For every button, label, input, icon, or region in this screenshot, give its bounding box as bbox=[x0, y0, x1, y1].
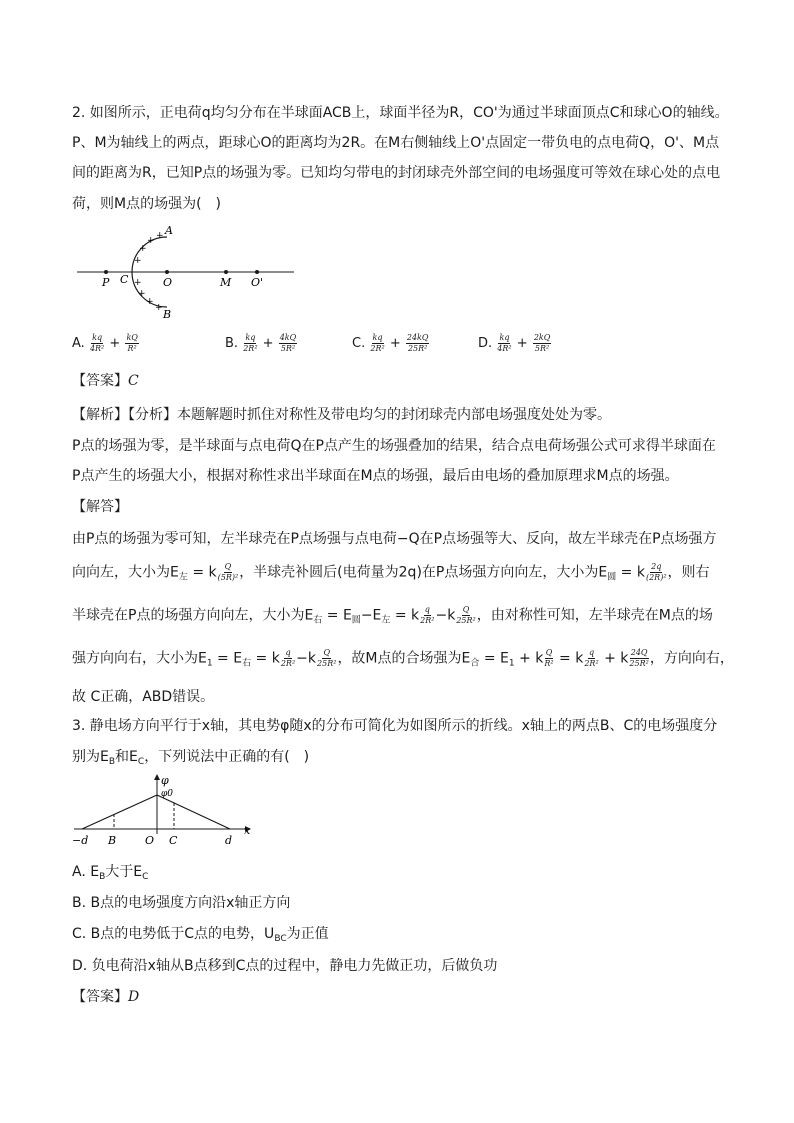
q2-solution-4: 强方向向右，大小为$E_1 = E_右 = k$ $\frac{q}{\text{2R²}}$ −k $\frac{Q}{\text{25R²}}$ ，故M点的合场强为$E_合 = E_1 + k$ $\frac{Q}{\text{R²}}$ = k $\frac{q}{\text{2R²}}$ + k $\frac{24Q}{\text{25R²}}$ ，方向向右， bbox=[72, 648, 734, 669]
plus-sign: + bbox=[134, 256, 142, 266]
q3-answer bbox=[72, 987, 139, 1007]
label-C: C bbox=[120, 273, 129, 286]
label-x: x bbox=[244, 824, 251, 837]
q2-option-D[interactable] bbox=[478, 333, 552, 354]
analysis-tag: 【解析】 bbox=[72, 407, 128, 423]
q2-option-B[interactable] bbox=[225, 333, 298, 354]
q2-option-C[interactable] bbox=[352, 333, 430, 354]
label-B: B bbox=[108, 834, 117, 847]
q3-line-1: 3. 静电场方向平行于x轴，其电势φ随x的分布可简化为如图所示的折线。x轴上的两点B、C的电场强度分 bbox=[72, 718, 718, 734]
q2-line-1: 2. 如图所示，正电荷q均匀分布在半球面ACB上，球面半径为R，CO'为通过半球面顶点C和球心O的轴线。 bbox=[72, 105, 729, 121]
q2-analysis-3: P点产生的场强大小，根据对称性求出半球面在M点的场强，最后由电场的叠加原理求M点的场强。 bbox=[72, 468, 679, 484]
point-P bbox=[104, 270, 108, 274]
point-O-prime bbox=[255, 270, 259, 274]
label-minus-d: −d bbox=[72, 834, 89, 847]
q3-option-D[interactable]: D. 负电荷沿x轴从B点移到C点的过程中，静电力先做正功，后做负功 bbox=[72, 958, 498, 974]
q2-hemisphere-figure bbox=[72, 222, 302, 322]
fraction: $\frac{kq}{\text{4R²}}$ bbox=[89, 333, 105, 353]
answer-value: C bbox=[128, 373, 139, 389]
q2-option-A[interactable] bbox=[72, 333, 140, 354]
fraction: $\frac{4kQ}{\text{5R²}}$ bbox=[279, 333, 297, 353]
option-letter: B. bbox=[225, 336, 239, 351]
q3-potential-figure bbox=[72, 772, 262, 850]
q2-line-4: 荷，则M点的场强为( ) bbox=[72, 196, 222, 212]
plus-sign: + bbox=[146, 297, 154, 307]
fraction: $\frac{kQ}{\text{R²}}$ bbox=[126, 333, 138, 353]
q2-solution-3: 半球壳在P点的场强方向向左，大小为$E_右 = E_圆-E_左 = k$ $\frac{q}{\text{2R²}}$ −k $\frac{Q}{\text{25R²}}$ ，由对称性可知，左半球壳在M点的场 bbox=[72, 605, 713, 626]
q3-option-A[interactable]: A. $E_B$大于$E_C$ bbox=[72, 864, 149, 882]
fraction: $\frac{kq}{\text{2R²}}$ bbox=[243, 333, 258, 353]
label-P: P bbox=[102, 276, 110, 289]
label-A: A bbox=[165, 224, 173, 237]
label-O: O bbox=[145, 834, 155, 847]
answer-value: D bbox=[128, 989, 140, 1005]
label-C: C bbox=[169, 834, 178, 847]
q2-analysis-2: P点的场强为零，是半球面与点电荷Q在P点产生的场强叠加的结果，结合点电荷场强公式可求得半球面在 bbox=[72, 438, 716, 454]
plus-operator: + bbox=[389, 336, 401, 351]
option-letter: C. bbox=[352, 336, 366, 351]
q3-option-B[interactable]: B. B点的电场强度方向沿x轴正方向 bbox=[72, 895, 291, 911]
q2-solve-tag: 【解答】 bbox=[72, 499, 128, 515]
q2-solution-5: 故 C正确，ABD错误。 bbox=[72, 689, 215, 705]
plus-sign: + bbox=[156, 231, 164, 241]
label-d: d bbox=[225, 834, 233, 847]
plus-sign: + bbox=[138, 289, 146, 299]
answer-tag: 【答案】 bbox=[72, 373, 128, 389]
q2-line-2: P、M为轴线上的两点，距球心O的距离均为2R。在M右侧轴线上O'点固定一带负电的点电荷Q，O'、M点 bbox=[72, 135, 720, 151]
plus-sign: + bbox=[134, 278, 142, 288]
label-phi0: φ0 bbox=[161, 789, 174, 799]
q2-solution-2: 向向左，大小为$E_左 = k$ $\frac{Q}{\text{(5R)²}}$ ，半球壳补圆后(电荷量为2q)在P点场强方向向左，大小为$E_圆 = k$ $\frac{2q}{\text{(2R)²}}$ ，则右 bbox=[72, 562, 710, 583]
analysis-text: 本题解题时抓住对称性及带电均匀的封闭球壳内部电场强度处处为零。 bbox=[177, 407, 611, 423]
fraction: $\frac{2kQ}{\text{5R²}}$ bbox=[533, 333, 551, 353]
plus-sign: + bbox=[147, 236, 155, 246]
fraction: $\frac{kq}{\text{2R²}}$ bbox=[370, 333, 385, 353]
point-O bbox=[165, 270, 169, 274]
plus-sign: + bbox=[139, 244, 147, 254]
q2-solution-1: 由P点的场强为零可知，左半球壳在P点场强与点电荷−Q在P点场强等大、反向，故左半球壳在P点场强方 bbox=[72, 531, 717, 547]
plus-operator: + bbox=[262, 336, 274, 351]
option-letter: A. bbox=[72, 336, 85, 351]
plus-operator: + bbox=[516, 336, 528, 351]
q2-line-3: 间的距离为R，已知P点的场强为零。已知均匀带电的封闭球壳外部空间的电场强度可等效在球心处的点电 bbox=[72, 165, 721, 181]
q3-line-2: 别为$E_B$和$E_C$，下列说法中正确的有( ) bbox=[72, 749, 310, 767]
plus-operator: + bbox=[109, 336, 121, 351]
label-O: O bbox=[163, 276, 173, 289]
option-letter: D. bbox=[478, 336, 493, 351]
label-phi: φ bbox=[161, 774, 169, 787]
label-B: B bbox=[163, 308, 172, 321]
label-O-prime: O' bbox=[251, 276, 264, 289]
analysis-subtag: 【分析】 bbox=[128, 407, 177, 423]
q3-option-C[interactable]: C. B点的电势低于C点的电势，$U_{BC}$为正值 bbox=[72, 926, 329, 944]
point-M bbox=[224, 270, 228, 274]
label-M: M bbox=[220, 276, 232, 289]
fraction: $\frac{24kQ}{\text{25R²}}$ bbox=[406, 333, 429, 353]
answer-tag: 【答案】 bbox=[72, 989, 128, 1005]
fraction: $\frac{kq}{\text{4R²}}$ bbox=[497, 333, 512, 353]
plus-sign: + bbox=[155, 303, 163, 313]
q2-analysis-1 bbox=[72, 405, 611, 425]
q2-answer bbox=[72, 371, 139, 391]
potential-line bbox=[82, 795, 230, 829]
